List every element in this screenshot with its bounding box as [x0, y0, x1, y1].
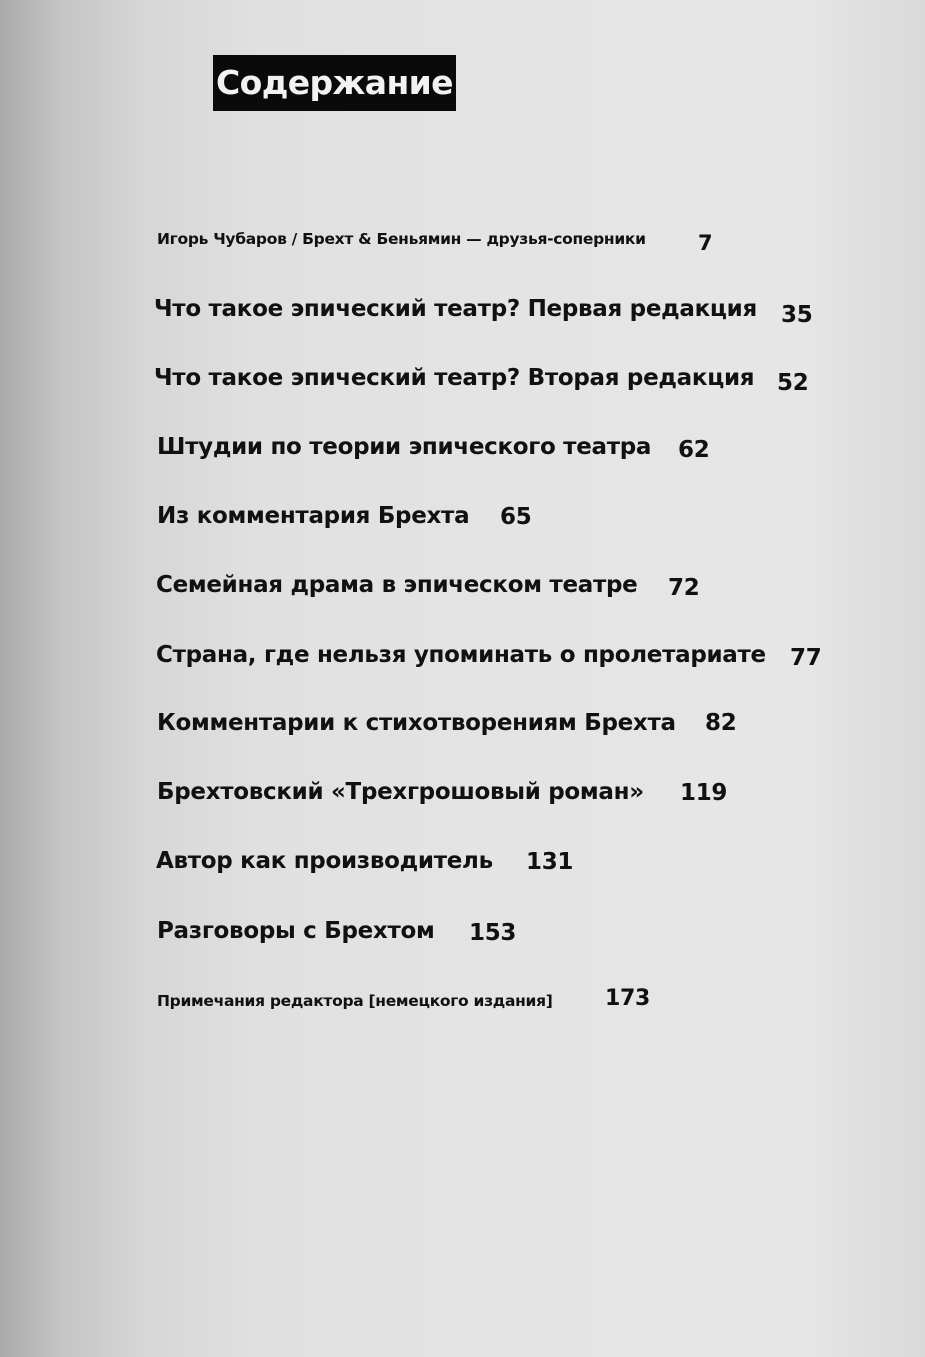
- toc-entry-page: 65: [500, 504, 532, 530]
- toc-entry-page: 77: [790, 645, 822, 671]
- toc-entry-title: Семейная драма в эпическом театре: [156, 572, 638, 598]
- toc-entry-page: 62: [678, 437, 710, 463]
- toc-entry-title: Комментарии к стихотворениям Брехта: [157, 710, 676, 736]
- toc-entry-title: Штудии по теории эпического театра: [157, 434, 652, 460]
- toc-entry: [157, 503, 532, 530]
- toc-entry: [157, 779, 728, 806]
- toc-entry-page: 72: [668, 575, 700, 601]
- toc-entry-title: Из комментария Брехта: [157, 503, 470, 529]
- toc-entry-title: Брехтовский «Трехгрошовый роман»: [157, 779, 644, 805]
- toc-entry-title: Что такое эпический театр? Первая редакция: [154, 296, 757, 322]
- toc-entry-title: Игорь Чубаров / Брехт & Беньямин — друзья-соперники: [157, 230, 646, 248]
- toc-entry: [157, 434, 710, 463]
- toc-entry-title: Страна, где нельзя упоминать о пролетариате: [156, 642, 766, 668]
- toc-entry-title: Автор как производитель: [156, 848, 493, 874]
- toc-entry-page: 119: [680, 780, 728, 806]
- toc-entry: [156, 642, 822, 671]
- toc-entry: [157, 918, 517, 946]
- toc-entry: [157, 986, 651, 1011]
- toc-entry: [156, 848, 574, 875]
- toc-entry-page: 52: [777, 370, 809, 396]
- toc-entry-page: 35: [781, 302, 813, 328]
- toc-entry-title: Разговоры с Брехтом: [157, 918, 435, 944]
- toc-entry-title: Примечания редактора [немецкого издания]: [157, 992, 553, 1010]
- toc-entry: [154, 296, 813, 328]
- toc-entry-page: 173: [605, 986, 651, 1011]
- toc-entry-page: 131: [526, 849, 574, 875]
- toc-entry: [156, 572, 700, 601]
- toc-entry-page: 82: [705, 710, 737, 736]
- toc-entry-page: 7: [698, 231, 713, 255]
- page-title: Содержание: [213, 55, 456, 111]
- toc-entry: [157, 710, 737, 736]
- toc-entry: [154, 365, 809, 396]
- toc-entry: [157, 230, 713, 255]
- toc-entry-title: Что такое эпический театр? Вторая редакция: [154, 365, 755, 391]
- toc-entry-page: 153: [469, 920, 517, 946]
